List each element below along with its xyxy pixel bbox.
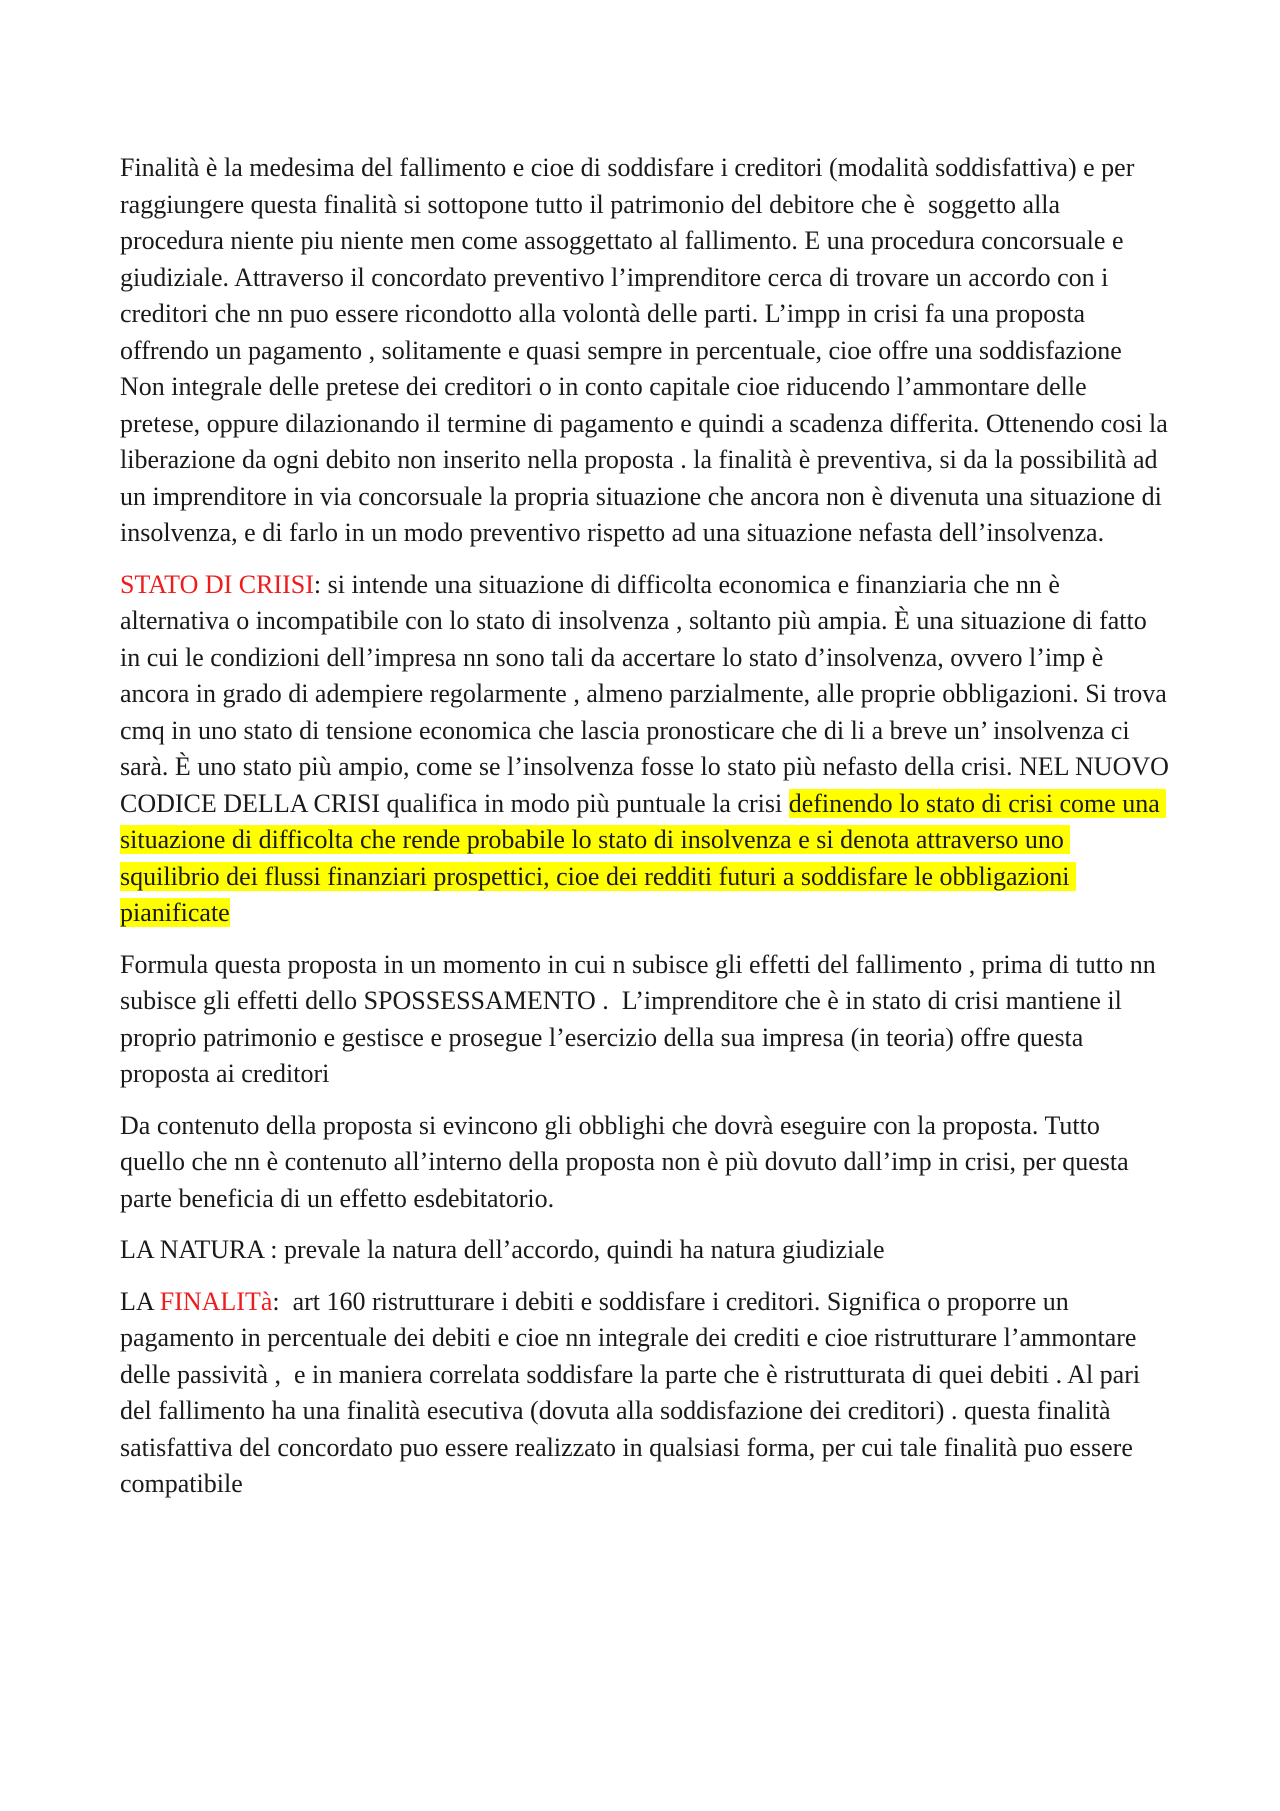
document-body xyxy=(120,150,1176,1518)
stato-di-crisi-label: STATO DI CRIISI xyxy=(120,569,314,599)
paragraph-text: Da contenuto della proposta si evincono gli obblighi che dovrà eseguire con la proposta. Tutto quello che nn è contenuto all’interno della proposta non è più dovuto dall’imp in crisi, per questa parte beneficia di un effetto esdebitatorio. xyxy=(120,1110,1136,1213)
paragraph-finalita-intro xyxy=(120,150,1175,552)
paragraph-text: Finalità è la medesima del fallimento e cioe di soddisfare i creditori (modalità soddisfattiva) e per raggiungere questa finalità si sottopone tutto il patrimonio del debitore che è soggetto alla procedura niente piu niente men come assoggettato al fallimento. E una procedura concorsuale e giudiziale. Attraverso il concordato preventivo l’imprenditore cerca di trovare un accordo con i creditori che nn puo essere ricondotto alla volontà delle parti. L’impp in crisi fa una proposta offrendo un pagamento , solitamente e quasi sempre in percentuale, cioe offre una soddisfazione Non integrale delle pretese dei creditori o in conto capitale cioe riducendo l’ammontare delle pretese, oppure dilazionando il termine di pagamento e quindi a scadenza differita. Ottenendo cosi la liberazione da ogni debito non inserito nella proposta . la finalità è preventiva, si da la possibilità ad un imprenditore in via concorsuale la propria situazione che ancora non è divenuta una situazione di insolvenza, e di farlo in un modo preventivo rispetto ad una situazione nefasta dell’insolvenza. xyxy=(120,153,1175,547)
paragraph-stato-di-crisi xyxy=(120,567,1176,932)
paragraph-la-natura xyxy=(120,1232,1170,1269)
finalita-label: FINALITà xyxy=(159,1286,273,1316)
paragraph-la-finalita xyxy=(120,1284,1170,1503)
paragraph-contenuto-proposta xyxy=(120,1108,1170,1218)
highlighted-text: definendo lo stato di crisi come una situazione di difficolta che rende probabile lo stato di insolvenza e si denota attraverso uno squilibrio dei flussi finanziari prospettici, cioe dei redditi futuri a soddisfare le obbligazioni pianificate xyxy=(120,788,1167,927)
paragraph-formula-proposta xyxy=(120,947,1170,1093)
paragraph-text: : si intende una situazione di difficolta economica e finanziaria che nn è alternativa o incompatibile con lo stato di insolvenza , soltanto più ampia. È una situazione di fatto in cui le condizioni dell’impresa nn sono tali da accertare lo stato d’insolvenza, ovvero l’imp è ancora in grado di adempiere regolarmente , almeno parzialmente, alle proprie obbligazioni. Si trova cmq in uno stato di tensione economica che lascia pronosticare che di li a breve un’ insolvenza ci sarà. È uno stato più ampio, come se l’insolvenza fosse lo stato più nefasto della crisi. NEL NUOVO CODICE DELLA CRISI qualifica in modo più puntuale la crisi xyxy=(120,569,1176,818)
paragraph-text: : art 160 ristrutturare i debiti e soddisfare i creditori. Significa o proporre un pagamento in percentuale dei debiti e cioe nn integrale dei crediti e cioe ristrutturare l’ammontare delle passività , e in maniera correlata soddisfare la parte che è ristrutturata di quei debiti . Al pari del fallimento ha una finalità esecutiva (dovuta alla soddisfazione dei creditori) . questa finalità satisfattiva del concordato puo essere realizzato in qualsiasi forma, per cui tale finalità puo essere compatibile xyxy=(120,1286,1147,1498)
paragraph-prefix: LA xyxy=(120,1286,160,1316)
paragraph-text: LA NATURA : prevale la natura dell’accordo, quindi ha natura giudiziale xyxy=(120,1235,885,1264)
paragraph-text: Formula questa proposta in un momento in cui n subisce gli effetti del fallimento , prima di tutto nn subisce gli effetti dello SPOSSESSAMENTO . L’imprenditore che è in stato di crisi mantiene il proprio patrimonio e gestisce e prosegue l’esercizio della sua impresa (in teoria) offre questa proposta ai creditori xyxy=(120,949,1163,1088)
